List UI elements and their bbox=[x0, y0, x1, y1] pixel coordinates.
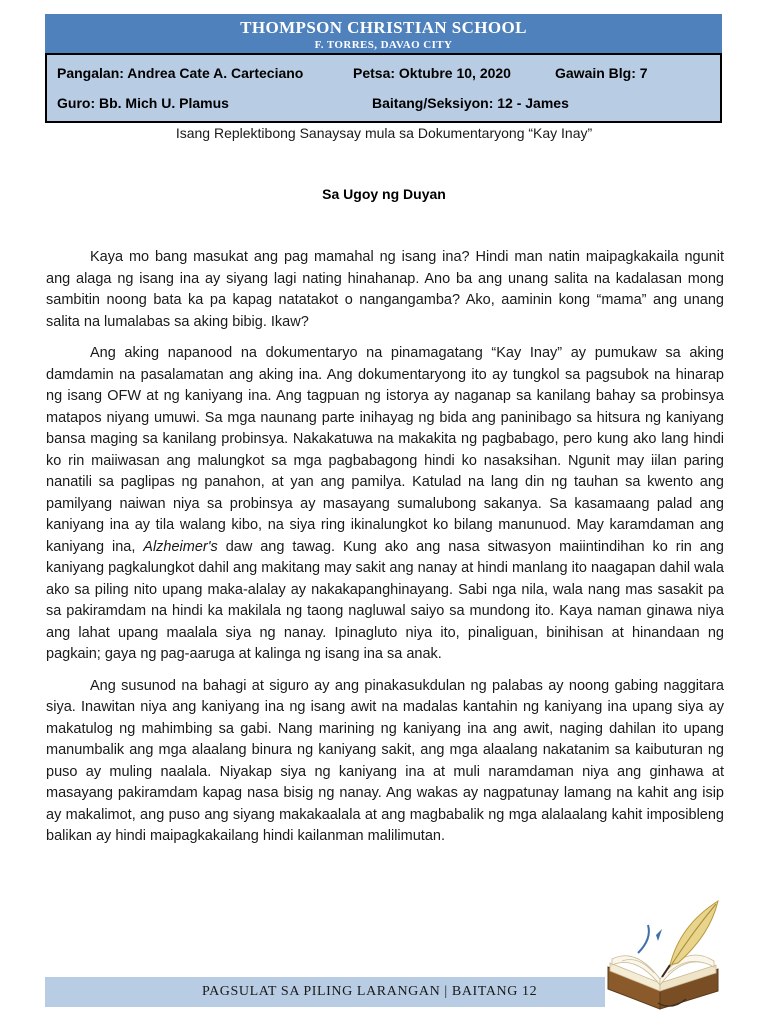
school-name: THOMPSON CHRISTIAN SCHOOL bbox=[240, 18, 527, 37]
essay-subtitle: Isang Replektibong Sanaysay mula sa Dokumentaryong “Kay Inay” bbox=[175, 125, 593, 141]
student-info-box bbox=[45, 53, 722, 123]
paragraph-2-part-1: Ang aking napanood na dokumentaryo na pinamagatang “Kay Inay” ay pumukaw sa aking damdamin na pasalamatan ang aking ina. Ang dokumentaryong ito ay tungkol sa pagsubok na hinarap ng isang OFW at ng kaniyang ina. Ang tagpuan ng istorya ay naganap sa kanilang bahay sa probinsya matapos niyang umuwi. Sa mga naunang parte inihayag ng bida ang paninibago sa hitsura ng kaniyang bansa maging sa kanilang probinsya. Nakakatuwa na makakita ng pagbabago, pero kung ako lang hindi ko rin maiiwasan ang malungkot sa mga pagbabagong hindi ko nasaksihan. Ngunit may iilan paring nanatili sa paglipas ng panahon, at yan ang pamilya. Katulad na lang din ng tauhan sa kwento ang pamilyang naiwan niya sa probinsya ay masayang sumalubong sakanya. Sa kasamaang palad ang kaniyang ina ay tila walang kibo, na siya ring ikinalungkot ko bilang manunuod. May karamdaman ang kaniyang ina, bbox=[46, 345, 724, 555]
paragraph-2-part-2: daw ang tawag. Kung ako ang nasa sitwasyon maiintindihan ko rin ang kaniyang pagkalungkot dahil ang makitang may sakit ang nanay at hindi manlang ito naagapan dahil wala ako sa piling nito upang maka-alalay ay nakakapanghinayang. Sabi nga nila, wala nang mas sasakit pa sa pakiramdam na hindi ka makilala ng taong nagluwal saiyo sa mundong ito. Kaya naman ginawa niya ang lahat upang maalala siya ng nanay. Ipinagluto niya ito, pinaliguan, binihisan at hinandaan ng pagkain; gaya ng pag-aaruga at kalinga ng isang ina sa anak. bbox=[46, 538, 724, 662]
teacher: Guro: Bb. Mich U. Plamus bbox=[57, 95, 229, 111]
paragraph-2-italic-term: Alzheimer's bbox=[143, 538, 218, 555]
paragraph-3: Ang susunod na bahagi at siguro ay ang pinakasukdulan ng palabas ay noong gabing naggitara siya. Inawitan niya ang kaniyang ina ng isang awit na madalas kantahin ng kaniyang ina upang siya ay makatulog ng mahimbing sa gabi. Nang marining ng kaniyang ina ang awit, naging dahilan ito upang manumbalik ang mga alaalang binura ng kaniyang sakit, ang mga alaalang nakatanim sa kaibuturan ng puso ay muling naalala. Niyakap siya ng kaniyang ina at muli naramdaman niya ang ginhawa at masayang pakiramdam kapag nasa bisig ng nanay. Ang wakas ay nagpatunay lamang na kahit ang isip ay makalimot, ang puso ang siyang makakaalala at ang magbabalik ng mga alalaalang kahit imposibleng balikan ay hindi maipagkakailang hindi kailanman malilimutan. bbox=[46, 677, 724, 844]
footer-text: PAGSULAT SA PILING LARANGAN | BAITANG 12 bbox=[202, 984, 538, 999]
date: Petsa: Oktubre 10, 2020 bbox=[353, 65, 511, 81]
paragraph-2 bbox=[46, 343, 724, 666]
header-band bbox=[45, 14, 722, 54]
activity-number: Gawain Blg: 7 bbox=[555, 65, 648, 81]
footer-band bbox=[45, 977, 605, 1007]
essay-body bbox=[46, 247, 724, 858]
paragraph-1: Kaya mo bang masukat ang pag mamahal ng isang ina? Hindi man natin maipagkakaila ngunit ang alaga ng isang ina ay siyang lagi nating hinahanap. Ano ba ang unang salita na kadalasan mong sambitin noong bata ka pa kapag natatakot o nangangamba? Ako, aaminin kong “mama” ang unang salita na lumalabas sa aking bibig. Ikaw? bbox=[46, 249, 724, 330]
essay-title: Sa Ugoy ng Duyan bbox=[322, 186, 446, 202]
school-address: F. TORRES, DAVAO CITY bbox=[314, 39, 453, 51]
grade-section: Baitang/Seksiyon: 12 - James bbox=[372, 95, 569, 111]
student-name: Pangalan: Andrea Cate A. Carteciano bbox=[57, 65, 304, 81]
book-quill-icon bbox=[600, 895, 730, 1020]
